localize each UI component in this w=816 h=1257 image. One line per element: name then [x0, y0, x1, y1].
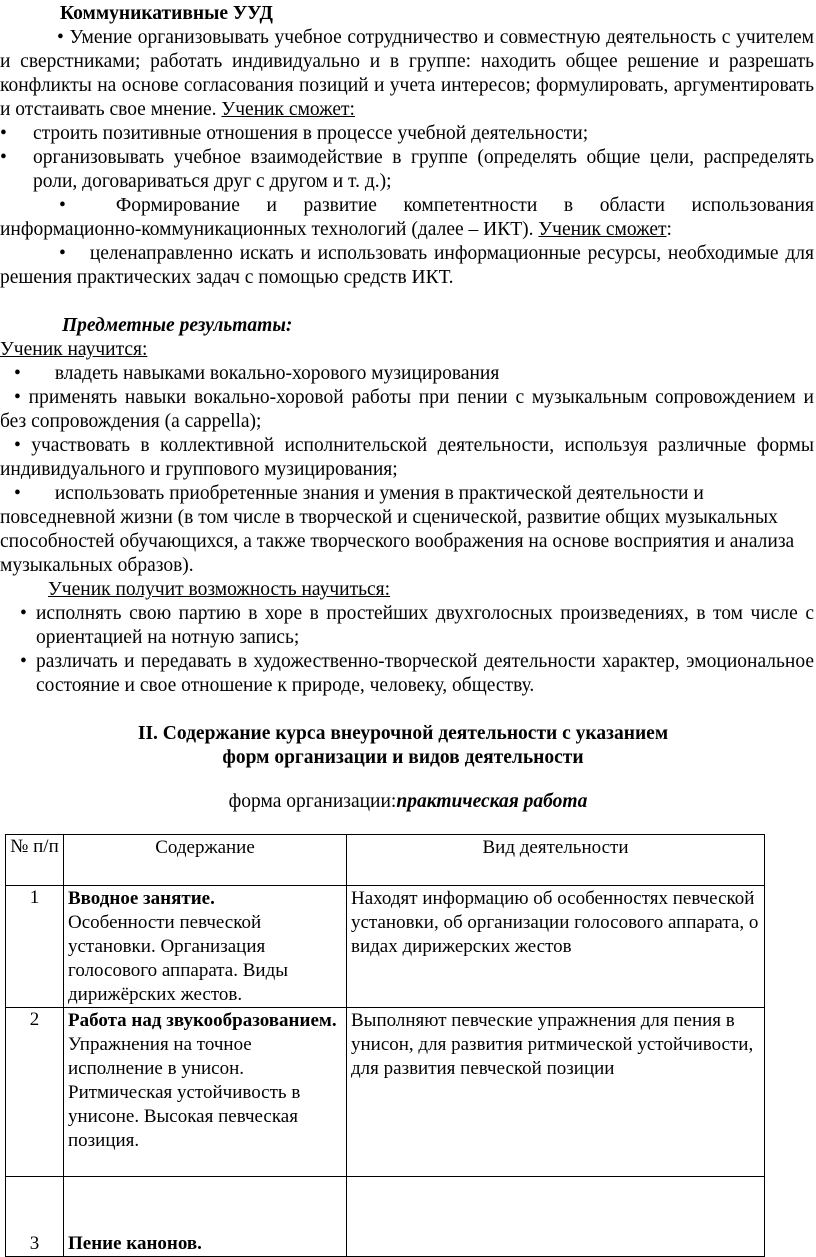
bullet-icon: •	[0, 147, 7, 168]
subject-item-3	[0, 434, 814, 482]
form-value: практическая работа	[396, 791, 588, 812]
row-num: 2	[6, 1008, 64, 1177]
ict-colon: :	[666, 219, 672, 240]
header-content: Содержание	[64, 835, 347, 886]
bullet-icon: •	[59, 195, 66, 216]
row-title: Пение канонов.	[68, 1233, 202, 1254]
bullet-icon: •	[20, 651, 27, 672]
bullet-icon: •	[59, 243, 66, 264]
opportunity-label: Ученик получит возможность научиться:	[48, 579, 391, 600]
opportunity-item-1	[0, 602, 814, 650]
ict-paragraph	[0, 194, 814, 242]
bullet-icon: •	[57, 27, 64, 48]
course-content-table	[5, 834, 765, 1257]
form-label: форма организации:	[228, 791, 397, 812]
row-num: 1	[6, 886, 64, 1008]
row-text: Особенности певческой установки. Организация голосового аппарата. Виды дирижёрских жестов.	[68, 912, 289, 1005]
comm-bullet-2-text: организовывать учебное взаимодействие в группе (определять общие цели, распределять роли, договариваться друг с другом и т. д.);	[33, 147, 814, 192]
table-row	[6, 886, 765, 1008]
table-header-row	[6, 835, 765, 886]
header-activity: Вид деятельности	[347, 835, 765, 886]
row-content	[64, 886, 347, 1008]
bullet-icon: •	[14, 363, 21, 384]
row-title: Вводное занятие.	[68, 888, 215, 909]
subject-item-1	[0, 362, 814, 386]
row-content	[64, 1008, 347, 1177]
row-content	[64, 1177, 347, 1257]
section-title-line-2: форм организации и видов деятельности	[222, 747, 584, 768]
organization-form	[0, 790, 816, 814]
ict-student-can-label: Ученик сможет	[538, 219, 667, 240]
subject-item-4-text: использовать приобретенные знания и умения в практической деятельности и повседневной жизни (в том числе в творческой и сценической, развитие общих музыкальных способностей обучающихся, а также творческого воображения на основе восприятия и анализа музыкальных образов).	[0, 483, 795, 576]
comm-para-text: Умение организовывать учебное сотрудничество и совместную деятельность с учителем и сверстниками; работать индивидуально и в группе: находить общее решение и разрешать конфликты на основе согласования позиций и учета интересов; формулировать, аргументировать и отстаивать свое мнение.	[0, 27, 814, 120]
bullet-icon: •	[0, 123, 7, 144]
subject-item-3-text: участвовать в коллективной исполнительской деятельности, используя различные формы индивидуального и группового музицирования;	[0, 435, 815, 480]
row-activity: Находят информацию об особенностях певческой установки, об организации голосового аппарата, о видах дирижерских жестов	[347, 886, 765, 1008]
comm-heading: Коммуникативные УУД	[60, 3, 273, 24]
subject-item-4	[0, 482, 814, 578]
student-can-label: Ученик сможет:	[221, 99, 355, 120]
table-row	[6, 1008, 765, 1177]
bullet-icon: •	[14, 483, 21, 504]
ict-bullet-1-text: целенаправленно искать и использовать информационные ресурсы, необходимые для решения практических задач с помощью средств ИКТ.	[0, 243, 814, 288]
row-text: Упражнения на точное исполнение в унисон. Ритмическая устойчивость в унисоне. Высокая певческая позиция.	[68, 1034, 301, 1151]
row-activity	[347, 1177, 765, 1257]
subject-item-2-text: применять навыки вокально-хоровой работы при пении с музыкальным сопровождением и без сопровождения (a cappella);	[0, 387, 814, 432]
ict-bullet-1	[0, 242, 814, 290]
row-title: Работа над звукообразованием.	[68, 1010, 337, 1031]
bullet-icon: •	[14, 435, 21, 456]
subject-item-2	[0, 386, 814, 434]
row-num: 3	[6, 1177, 64, 1257]
will-learn-label: Ученик научится:	[0, 339, 148, 360]
table-row	[6, 1177, 765, 1257]
comm-bullet-2	[0, 146, 814, 194]
opportunity-item-2-text: различать и передавать в художественно-творческой деятельности характер, эмоциональное состояние и свое отношение к природе, человеку, обществу.	[36, 651, 814, 696]
subject-heading: Предметные результаты:	[62, 315, 293, 336]
bullet-icon: •	[14, 387, 21, 408]
section-title-line-1: II. Содержание курса внеурочной деятельности с указанием	[137, 723, 669, 744]
comm-paragraph	[0, 26, 814, 122]
bullet-icon: •	[20, 603, 27, 624]
opportunity-item-2	[0, 650, 814, 698]
ict-text: Формирование и развитие компетентности в области использования информационно-коммуникационных технологий (далее – ИКТ).	[0, 195, 814, 240]
comm-bullet-1-text: строить позитивные отношения в процессе учебной деятельности;	[33, 123, 589, 144]
header-num: № п/п	[6, 835, 64, 886]
comm-bullet-1	[0, 122, 814, 146]
row-activity: Выполняют певческие упражнения для пения в унисон, для развития ритмической устойчивости, для развития певческой позиции	[347, 1008, 765, 1177]
subject-item-1-text: владеть навыками вокально-хорового музицирования	[54, 363, 500, 384]
opportunity-item-1-text: исполнять свою партию в хоре в простейших двухголосных произведениях, в том числе с ориентацией на нотную запись;	[36, 603, 814, 648]
